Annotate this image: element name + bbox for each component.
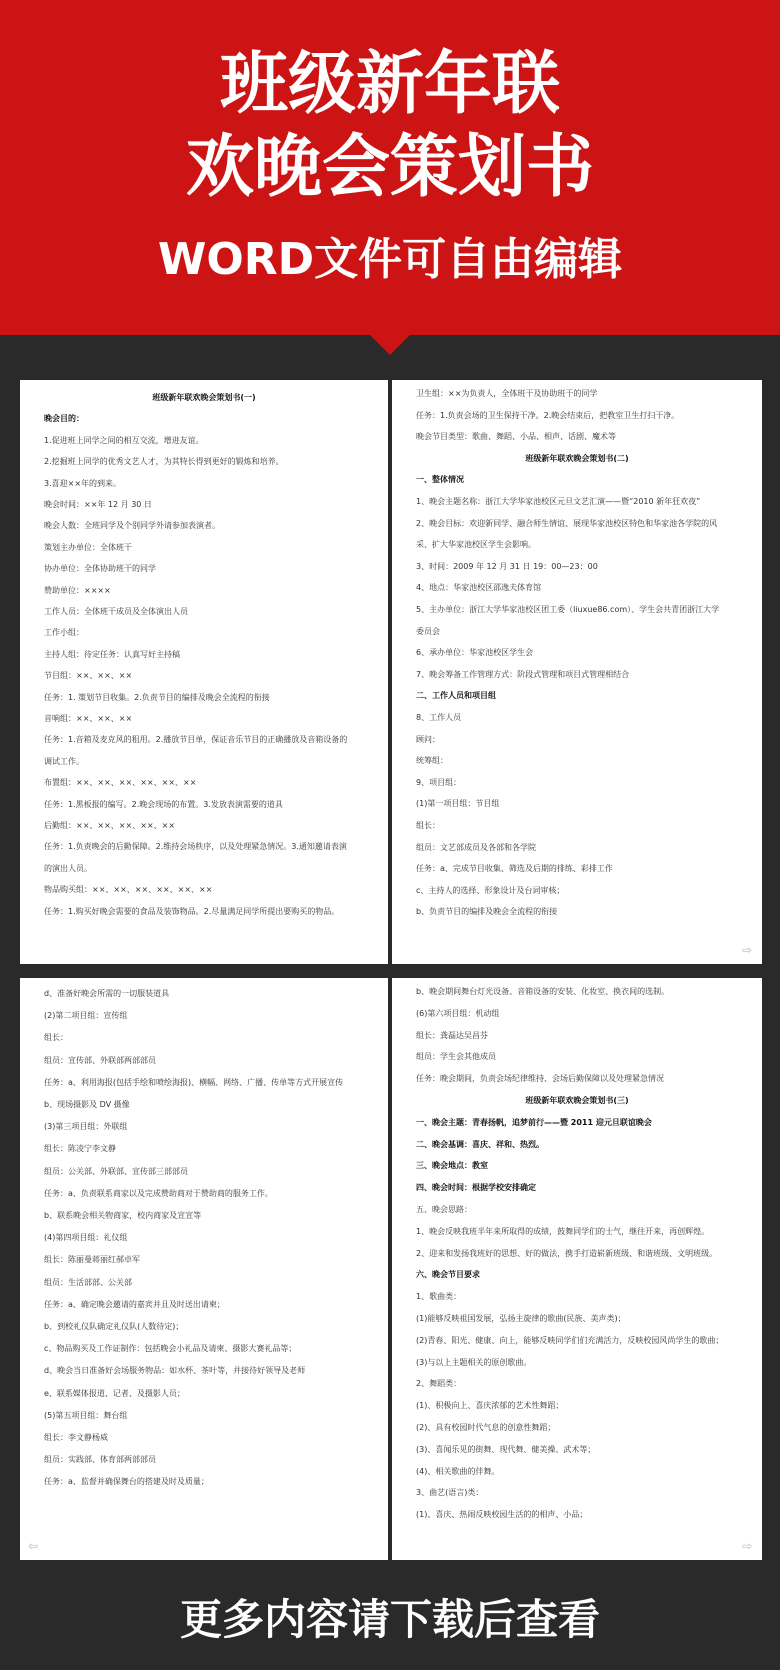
document-line: 组员：实践部、体育部两部部员 xyxy=(44,1455,156,1465)
document-line: 1、晚会主题名称：浙江大学华家池校区元旦文艺汇演——暨“2010 新年狂欢夜” xyxy=(416,497,701,506)
document-page-2 xyxy=(392,380,762,964)
document-line: 任务：1. 策划节目收集。2.负责节目的编排及晚会全流程的衔接 xyxy=(44,692,270,702)
document-line: 的演出人员。 xyxy=(44,863,92,873)
document-line: 2、晚会目标：欢迎新同学、融合师生情谊、展现华家池校区特色和华家池各学院的风 xyxy=(416,518,718,528)
document-line: 任务：1.负责晚会的后勤保障。2.维持会场秩序，以及处理紧急情况。3.通知邀请表演 xyxy=(44,842,347,852)
document-line: (2)第二项目组：宣传组 xyxy=(44,1011,128,1021)
title-line-1: 班级新年联 xyxy=(219,45,560,124)
document-line: b、晚会期间舞台灯光设备、音箱设备的安装、化妆室、换衣间的选制。 xyxy=(416,987,670,996)
document-line: (6)第六项目组：机动组 xyxy=(416,1008,500,1018)
document-line: c、物品购买及工作证制作：包括晚会小礼品及请柬、摄影大赛礼品等； xyxy=(44,1344,297,1354)
document-line: 组员：生活部部、公关部 xyxy=(44,1277,132,1287)
document-line: 2、迎来和发扬我班好的思想、好的做法，携手打造崭新班级、和谐班级、文明班级。 xyxy=(416,1248,718,1258)
document-line: 1、歌曲类： xyxy=(416,1292,462,1302)
document-line: 2.挖掘班上同学的优秀文艺人才，为其特长得到更好的锻炼和培养。 xyxy=(44,457,284,467)
document-line: 一、整体情况 xyxy=(416,475,464,485)
next-page-icon[interactable]: ⇨ xyxy=(742,1539,753,1553)
document-line: (3)、喜闻乐见的街舞、现代舞、健美操、武术等； xyxy=(416,1444,596,1454)
prev-page-icon[interactable]: ⇦ xyxy=(28,1539,39,1553)
document-line: 晚会时间：××年 12 月 30 日 xyxy=(44,500,152,509)
banner-pointer xyxy=(370,335,410,355)
document-line: 1、晚会反映我班半年来所取得的成绩，鼓舞同学们的士气，继往开来，再创辉煌。 xyxy=(416,1226,710,1236)
document-line: 7、晚会筹备工作管理方式：阶段式管理和项目式管理相结合 xyxy=(416,669,630,679)
document-line: (1)、积极向上、喜庆浓郁的艺术性舞蹈； xyxy=(416,1401,564,1411)
document-line: 卫生组：××为负责人，全体班干及协助班干的同学 xyxy=(416,389,598,398)
document-line: e、联系媒体报道、记者、及摄影人员； xyxy=(44,1388,185,1398)
document-line: 委员会 xyxy=(416,626,440,636)
document-line: (1)、喜庆、热闹反映校园生活的的相声、小品； xyxy=(416,1510,588,1520)
document-line: 8、工作人员 xyxy=(416,713,462,722)
document-line: 3.喜迎××年的到来。 xyxy=(44,478,122,488)
document-line: 主持人组：待定任务：认真写好主持稿 xyxy=(44,649,180,659)
document-line: 布置组：××、××、××、××、××、×× xyxy=(44,778,197,788)
document-line: 节目组：××、××、×× xyxy=(44,671,133,681)
next-page-icon[interactable]: ⇨ xyxy=(742,943,753,957)
document-line: 音响组：××、××、×× xyxy=(44,714,133,723)
document-line: 任务：a、监督并确保舞台的搭建及时及质量； xyxy=(44,1477,209,1487)
document-line: 组长：陈凌宁李文静 xyxy=(44,1144,116,1154)
document-line: 统筹组： xyxy=(416,756,448,766)
document-line: 组长： xyxy=(44,1033,68,1043)
document-line: (1)能够反映祖国发展，弘扬主旋律的歌曲(民族、美声类)； xyxy=(416,1314,626,1323)
document-line: 五、晚会思路： xyxy=(416,1205,472,1214)
document-line: 任务：a、确定晚会邀请的嘉宾并且及时送出请柬； xyxy=(44,1299,225,1309)
document-line: 3、曲艺(语言)类： xyxy=(416,1488,484,1498)
document-line: 晚会节目类型：歌曲、舞蹈、小品、相声、话剧、魔术等 xyxy=(416,432,616,442)
document-line: 4、地点：华家池校区邵逸夫体育馆 xyxy=(416,583,542,593)
document-line: 任务：1.负责会场的卫生保持干净。2.晚会结束后，把教室卫生打扫干净。 xyxy=(416,410,680,420)
document-line: (2)青春、阳光、健康、向上，能够反映同学们们充满活力，反映校园风尚学生的歌曲； xyxy=(416,1335,724,1345)
document-line: 组员：公关部、外联部、宣传部三部部员 xyxy=(44,1166,188,1176)
document-line: 5、主办单位：浙江大学华家池校区团工委（liuxue86.com）、学生会共青团浙江大学 xyxy=(416,605,720,614)
document-line: 晚会目的： xyxy=(44,414,84,424)
document-line: 组长： xyxy=(416,821,440,830)
document-line: 晚会人数：全班同学及个别同学外请参加表演者。 xyxy=(44,521,220,531)
document-line: (3)与以上主题相关的原创歌曲。 xyxy=(416,1357,532,1367)
document-line: (5)第五项目组：舞台组 xyxy=(44,1410,128,1420)
document-line: (1)第一项目组：节目组 xyxy=(416,799,500,809)
document-line: d、准备好晚会所需的一切服装道具 xyxy=(44,989,170,998)
document-line: 组员：宣传部、外联部两部部员 xyxy=(44,1055,156,1065)
document-line: 一、晚会主题：青春扬帆，追梦前行——暨 2011 迎元旦联谊晚会 xyxy=(416,1117,652,1127)
document-line: c、主持人的选择、形象设计及台词审核； xyxy=(416,885,565,895)
document-line: 策划主办单位：全体班干 xyxy=(44,542,132,552)
document-line: 组长：陈丽曼蒋丽红郝卓军 xyxy=(44,1255,140,1265)
document-heading: 班级新年联欢晚会策划书(一) xyxy=(152,393,256,402)
subtitle: WORD文件可自由编辑 xyxy=(157,234,623,285)
document-line: 赞助单位：×××× xyxy=(44,585,111,595)
document-line: 三、晚会地点：教室 xyxy=(416,1161,488,1171)
document-line: 任务：1.音箱及麦克风的租用。2.播放节目单，保证音乐节目的正确播放及音箱设备的 xyxy=(44,735,348,745)
document-line: d、晚会当日准备好会场服务物品：如水杯、茶叶等，并接待好领导及老师 xyxy=(44,1366,306,1376)
document-line: 任务：a、完成节目收集、筛选及后期的排练、彩排工作 xyxy=(416,864,613,874)
document-line: 任务：1.黑板报的编写。2.晚会现场的布置。3.发放表演需要的道具 xyxy=(44,799,283,809)
document-line: 物品购买组：××、××、××、××、××、×× xyxy=(44,885,213,895)
document-line: 二、工作人员和项目组 xyxy=(416,691,496,701)
document-line: (4)、相关歌曲的伴舞。 xyxy=(416,1466,500,1476)
document-line: 调试工作。 xyxy=(44,756,84,766)
document-page-1 xyxy=(20,380,388,964)
document-page-4 xyxy=(392,978,762,1560)
document-line: 3、时间：2009 年 12 月 31 日 19：00—23：00 xyxy=(416,561,598,571)
document-line: b、到校礼仪队确定礼仪队(人数待定)； xyxy=(44,1322,184,1331)
document-line: b、联系晚会相关物商家，校内商家及宣宣等 xyxy=(44,1211,202,1220)
document-line: (4)第四项目组：礼仪组 xyxy=(44,1233,128,1243)
document-line: 任务：1.购买好晚会需要的食品及装饰物品。2.尽量满足同学所提出要购买的物品。 xyxy=(44,906,340,916)
document-line: 2、舞蹈类： xyxy=(416,1379,462,1389)
footer-text: 更多内容请下载后查看 xyxy=(179,1595,600,1644)
document-heading: 班级新年联欢晚会策划书(二) xyxy=(525,453,629,463)
document-line: 四、晚会时间：根据学校安排确定 xyxy=(416,1183,536,1193)
document-line: 任务：a、负责联系商家以及完成赞助商对于赞助商的服务工作。 xyxy=(44,1188,273,1198)
document-line: (2)、具有校园时代气息的创意性舞蹈； xyxy=(416,1423,556,1432)
document-line: 6、承办单位：华家池校区学生会 xyxy=(416,648,534,658)
document-line: 二、晚会基调：喜庆、祥和、热烈。 xyxy=(416,1139,544,1149)
document-line: 9、项目组： xyxy=(416,777,462,787)
title-line-2: 欢晚会策划书 xyxy=(185,128,594,207)
document-line: b、现场摄影及 DV 摄像 xyxy=(44,1100,130,1109)
document-page-3 xyxy=(20,978,388,1560)
document-line: 1.促进班上同学之间的相互交流，增进友谊。 xyxy=(44,435,204,445)
document-line: 任务：a、利用海报(包括手绘和喷绘海报)、横幅、网络、广播、传单等方式开展宣传 xyxy=(44,1077,344,1087)
document-heading: 班级新年联欢晚会策划书(三) xyxy=(525,1096,629,1105)
document-line: 顾问： xyxy=(416,734,440,744)
header-banner xyxy=(0,0,780,335)
document-line: b、负责节目的编排及晚会全流程的衔接 xyxy=(416,907,558,917)
document-line: 组长：李文静杨威 xyxy=(44,1433,108,1442)
document-line: 后勤组：××、××、××、××、×× xyxy=(44,821,176,830)
document-line: 组员：学生会其他成员 xyxy=(416,1052,496,1062)
document-line: 任务：晚会期间，负责会场纪律维持、会场后勤保障以及处理紧急情况 xyxy=(416,1074,664,1084)
document-line: 六、晚会节目要求 xyxy=(416,1270,480,1280)
document-line: 协办单位：全体协助班干的同学 xyxy=(44,564,156,574)
document-line: 工作人员：全体班干成员及全体演出人员 xyxy=(44,607,188,616)
document-line: 组员：文艺部成员及各部和各学院 xyxy=(416,842,536,852)
document-line: 采、扩大华家池校区学生会影响。 xyxy=(416,540,536,550)
document-line: (3)第三项目组：外联组 xyxy=(44,1122,128,1132)
document-line: 组长：龚磊达吴昌芬 xyxy=(416,1030,488,1040)
document-line: 工作小组： xyxy=(44,628,84,638)
